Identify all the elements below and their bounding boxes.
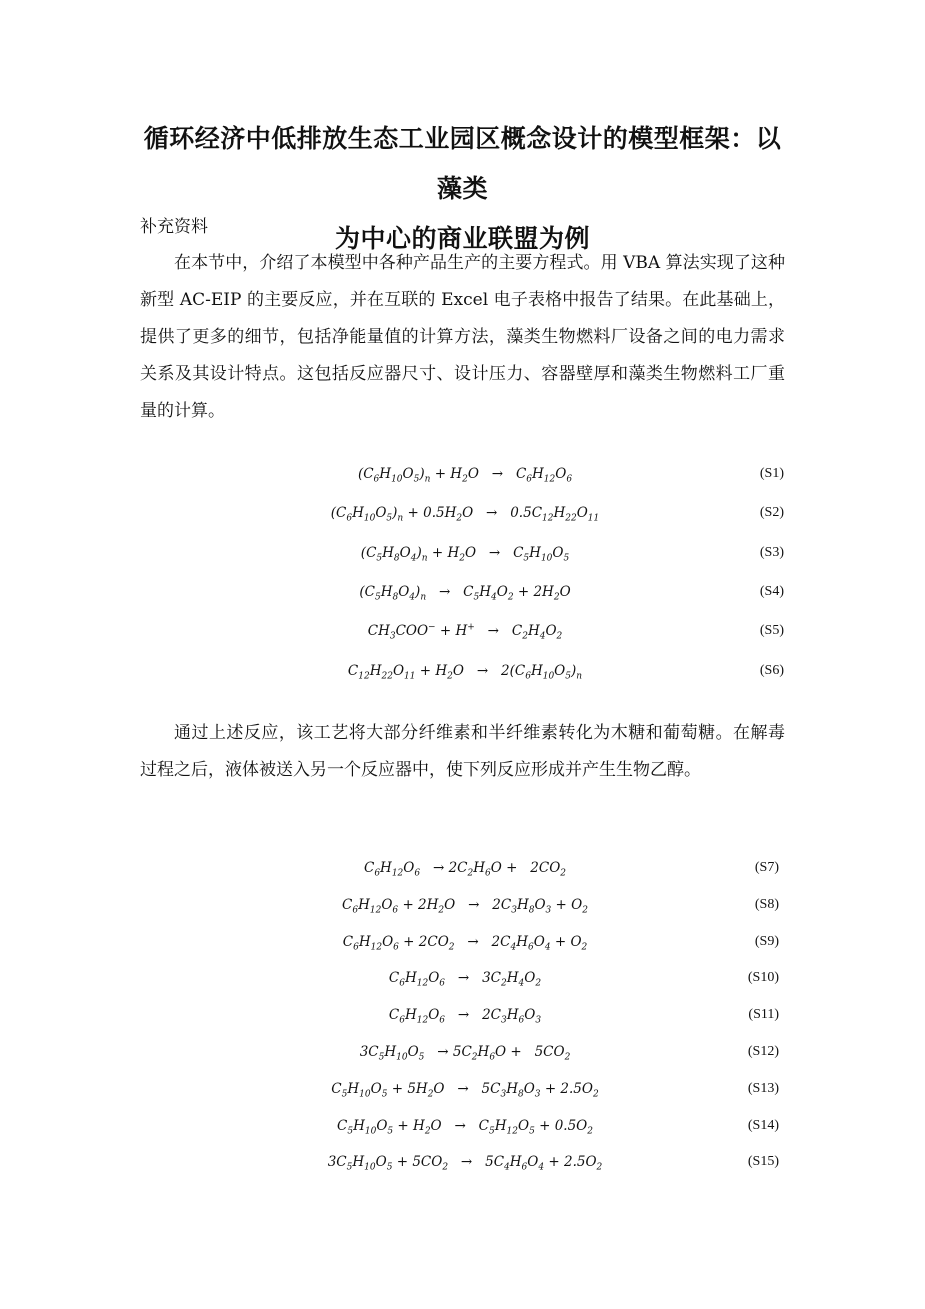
equation-number: (S9) (754, 933, 779, 949)
equation: $(C_6H_{10}O_5)_n + H_2O \to C_6H_{12}O_6$ (357, 466, 573, 485)
equation-number: (S3) (759, 544, 784, 560)
equation: $C_6H_{12}O_6 \to 2C_2H_6O + 2CO_2$ (363, 860, 567, 879)
equation-number: (S13) (747, 1080, 779, 1096)
equation-number: (S5) (759, 623, 784, 639)
equation-number: (S11) (748, 1007, 779, 1023)
equation: $3C_5H_{10}O_5 + 5CO_2 \to 5C_4H_6O_4 + 2.5O_2$ (327, 1154, 603, 1174)
equation: $C_6H_{12}O_6 \to 2C_3H_6O_3$ (388, 1007, 542, 1026)
equation: $3C_5H_{10}O_5 \to 5C_2H_6O + 5CO_2$ (359, 1044, 571, 1063)
equation: $(C_5H_8O_4)_n \to C_5H_4O_2 + 2H_2O$ (359, 583, 571, 603)
equation-number: (S15) (747, 1154, 779, 1170)
equation-number: (S10) (747, 970, 779, 986)
equation: $C_{12}H_{22}O_{11} + H_2O \to 2(C_6H_{10}O_5)_n$ (347, 662, 583, 682)
process-paragraph: 通过上述反应，该工艺将大部分纤维素和半纤维素转化为木糖和葡萄糖。在解毒过程之后，液体被送入另一个反应器中，使下列反应形成并产生生物乙醇。 (140, 723, 785, 780)
document-title (140, 114, 785, 264)
equation: $C_6H_{12}O_6 + 2H_2O \to 2C_3H_8O_3 + O_2$ (342, 896, 588, 916)
equation: $C_5H_{10}O_5 + 5H_2O \to 5C_3H_8O_3 + 2.5O_2$ (331, 1080, 599, 1100)
equation-number: (S12) (747, 1044, 779, 1059)
equation-number: (S4) (759, 583, 784, 599)
equation-number: (S8) (754, 896, 779, 912)
equation-number: (S1) (759, 466, 784, 481)
supplementary-label: 补充资料 (140, 217, 208, 237)
equation-number: (S2) (759, 505, 784, 521)
equation-number: (S14) (747, 1117, 779, 1133)
title-line-1: 循环经济中低排放生态工业园区概念设计的模型框架：以藻类 (143, 124, 782, 203)
equation: $C_6H_{12}O_6 + 2CO_2 \to 2C_4H_6O_4 + O_2$ (342, 933, 588, 953)
equation: $CH_3COO^- + H^+ \to C_2H_4O_2$ (367, 622, 563, 642)
title-line-2: 为中心的商业联盟为例 (334, 224, 590, 253)
equation: $C_5H_{10}O_5 + H_2O \to C_5H_{12}O_5 + 0.5O_2$ (337, 1117, 593, 1137)
intro-paragraph: 在本节中，介绍了本模型中各种产品生产的主要方程式。用 VBA 算法实现了这种新型 AC-EIP 的主要反应，并在互联的 Excel 电子表格中报告了结果。在此基础上，提供了更多的细节，包括净能量值的计算方法，藻类生物燃料厂设备之间的电力需求关系及其设计特点。这包括反应器尺寸、设计压力、容器壁厚和藻类生物燃料工厂重量的计算。 (140, 253, 785, 421)
equation: $(C_6H_{10}O_5)_n + 0.5H_2O \to 0.5C_{12}H_{22}O_{11}$ (330, 505, 600, 524)
equation: $(C_5H_8O_4)_n + H_2O \to C_5H_{10}O_5$ (360, 544, 570, 564)
equation: $C_6H_{12}O_6 \to 3C_2H_4O_2$ (388, 970, 542, 990)
equation-number: (S6) (759, 662, 784, 678)
equation-number: (S7) (754, 860, 779, 875)
